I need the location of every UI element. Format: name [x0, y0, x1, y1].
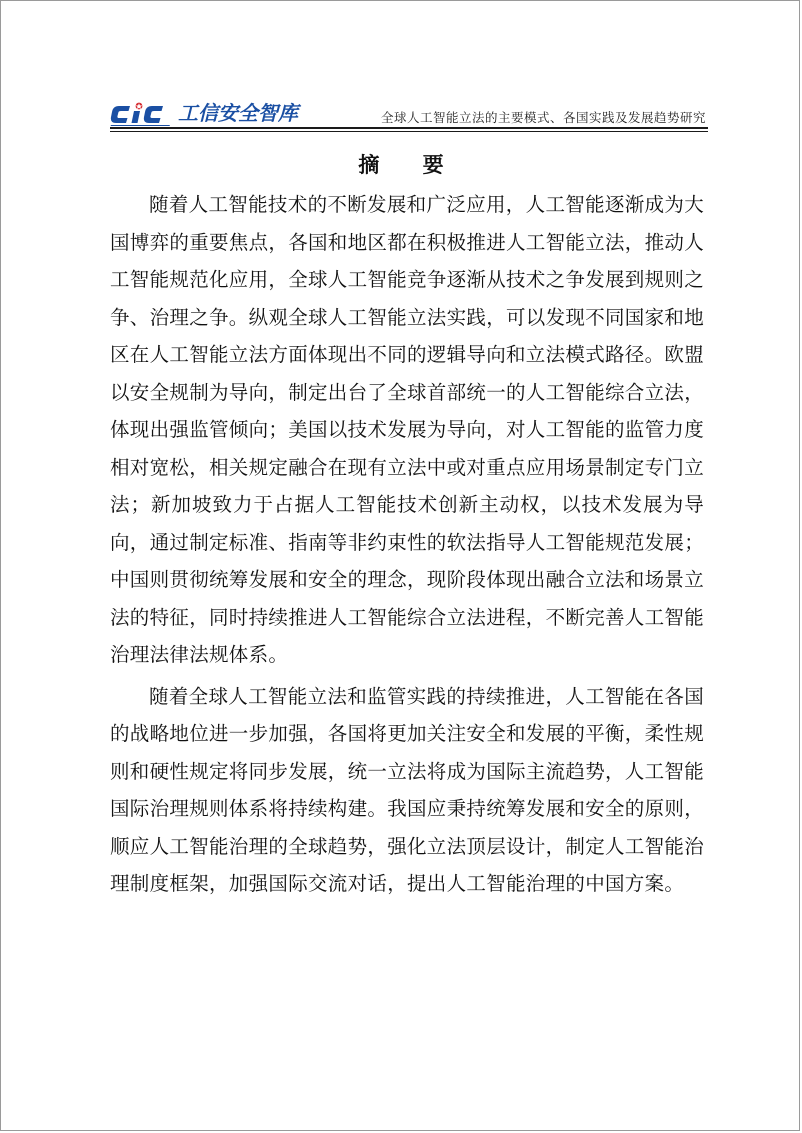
- paragraph: 随着人工智能技术的不断发展和广泛应用，人工智能逐渐成为大国博弈的重要焦点，各国和地区都在积极推进人工智能立法，推动人工智能规范化应用，全球人工智能竞争逐渐从技术之争发展到规则之争、治理之争。纵观全球人工智能立法实践，可以发现不同国家和地区在人工智能立法方面体现出不同的逻辑导向和立法模式路径。欧盟以安全规制为导向，制定出台了全球首部统一的人工智能综合立法，体现出强监管倾向；美国以技术发展为导向，对人工智能的监管力度相对宽松，相关规定融合在现有立法中或对重点应用场景制定专门立法；新加坡致力于占据人工智能技术创新主动权，以技术发展为导向，通过制定标准、指南等非约束性的软法指导人工智能规范发展；中国则贯彻统筹发展和安全的理念，现阶段体现出融合立法和场景立法的特征，同时持续推进人工智能综合立法进程，不断完善人工智能治理法律法规体系。: [110, 193, 705, 666]
- page-title: 摘 要: [358, 153, 462, 177]
- header-rule-thin: [110, 131, 708, 132]
- logo-text: 工信安全智库: [178, 101, 298, 125]
- logo: [110, 98, 298, 126]
- cic-logo-icon: [110, 100, 176, 126]
- header-rule: [110, 127, 708, 129]
- page-header: [110, 98, 708, 130]
- paragraph: 随着全球人工智能立法和监管实践的持续推进，人工智能在各国的战略地位进一步加强，各国将更加关注安全和发展的平衡，柔性规则和硬性规定将同步发展，统一立法将成为国际主流趋势，人工智能国际治理规则体系将持续构建。我国应秉持统筹发展和安全的原则，顺应人工智能治理的全球趋势，强化立法顶层设计，制定人工智能治理制度框架，加强国际交流对话，提出人工智能治理的中国方案。: [110, 684, 705, 895]
- header-subtitle: 全球人工智能立法的主要模式、各国实践及发展趋势研究: [380, 110, 706, 125]
- abstract-body: [110, 186, 704, 907]
